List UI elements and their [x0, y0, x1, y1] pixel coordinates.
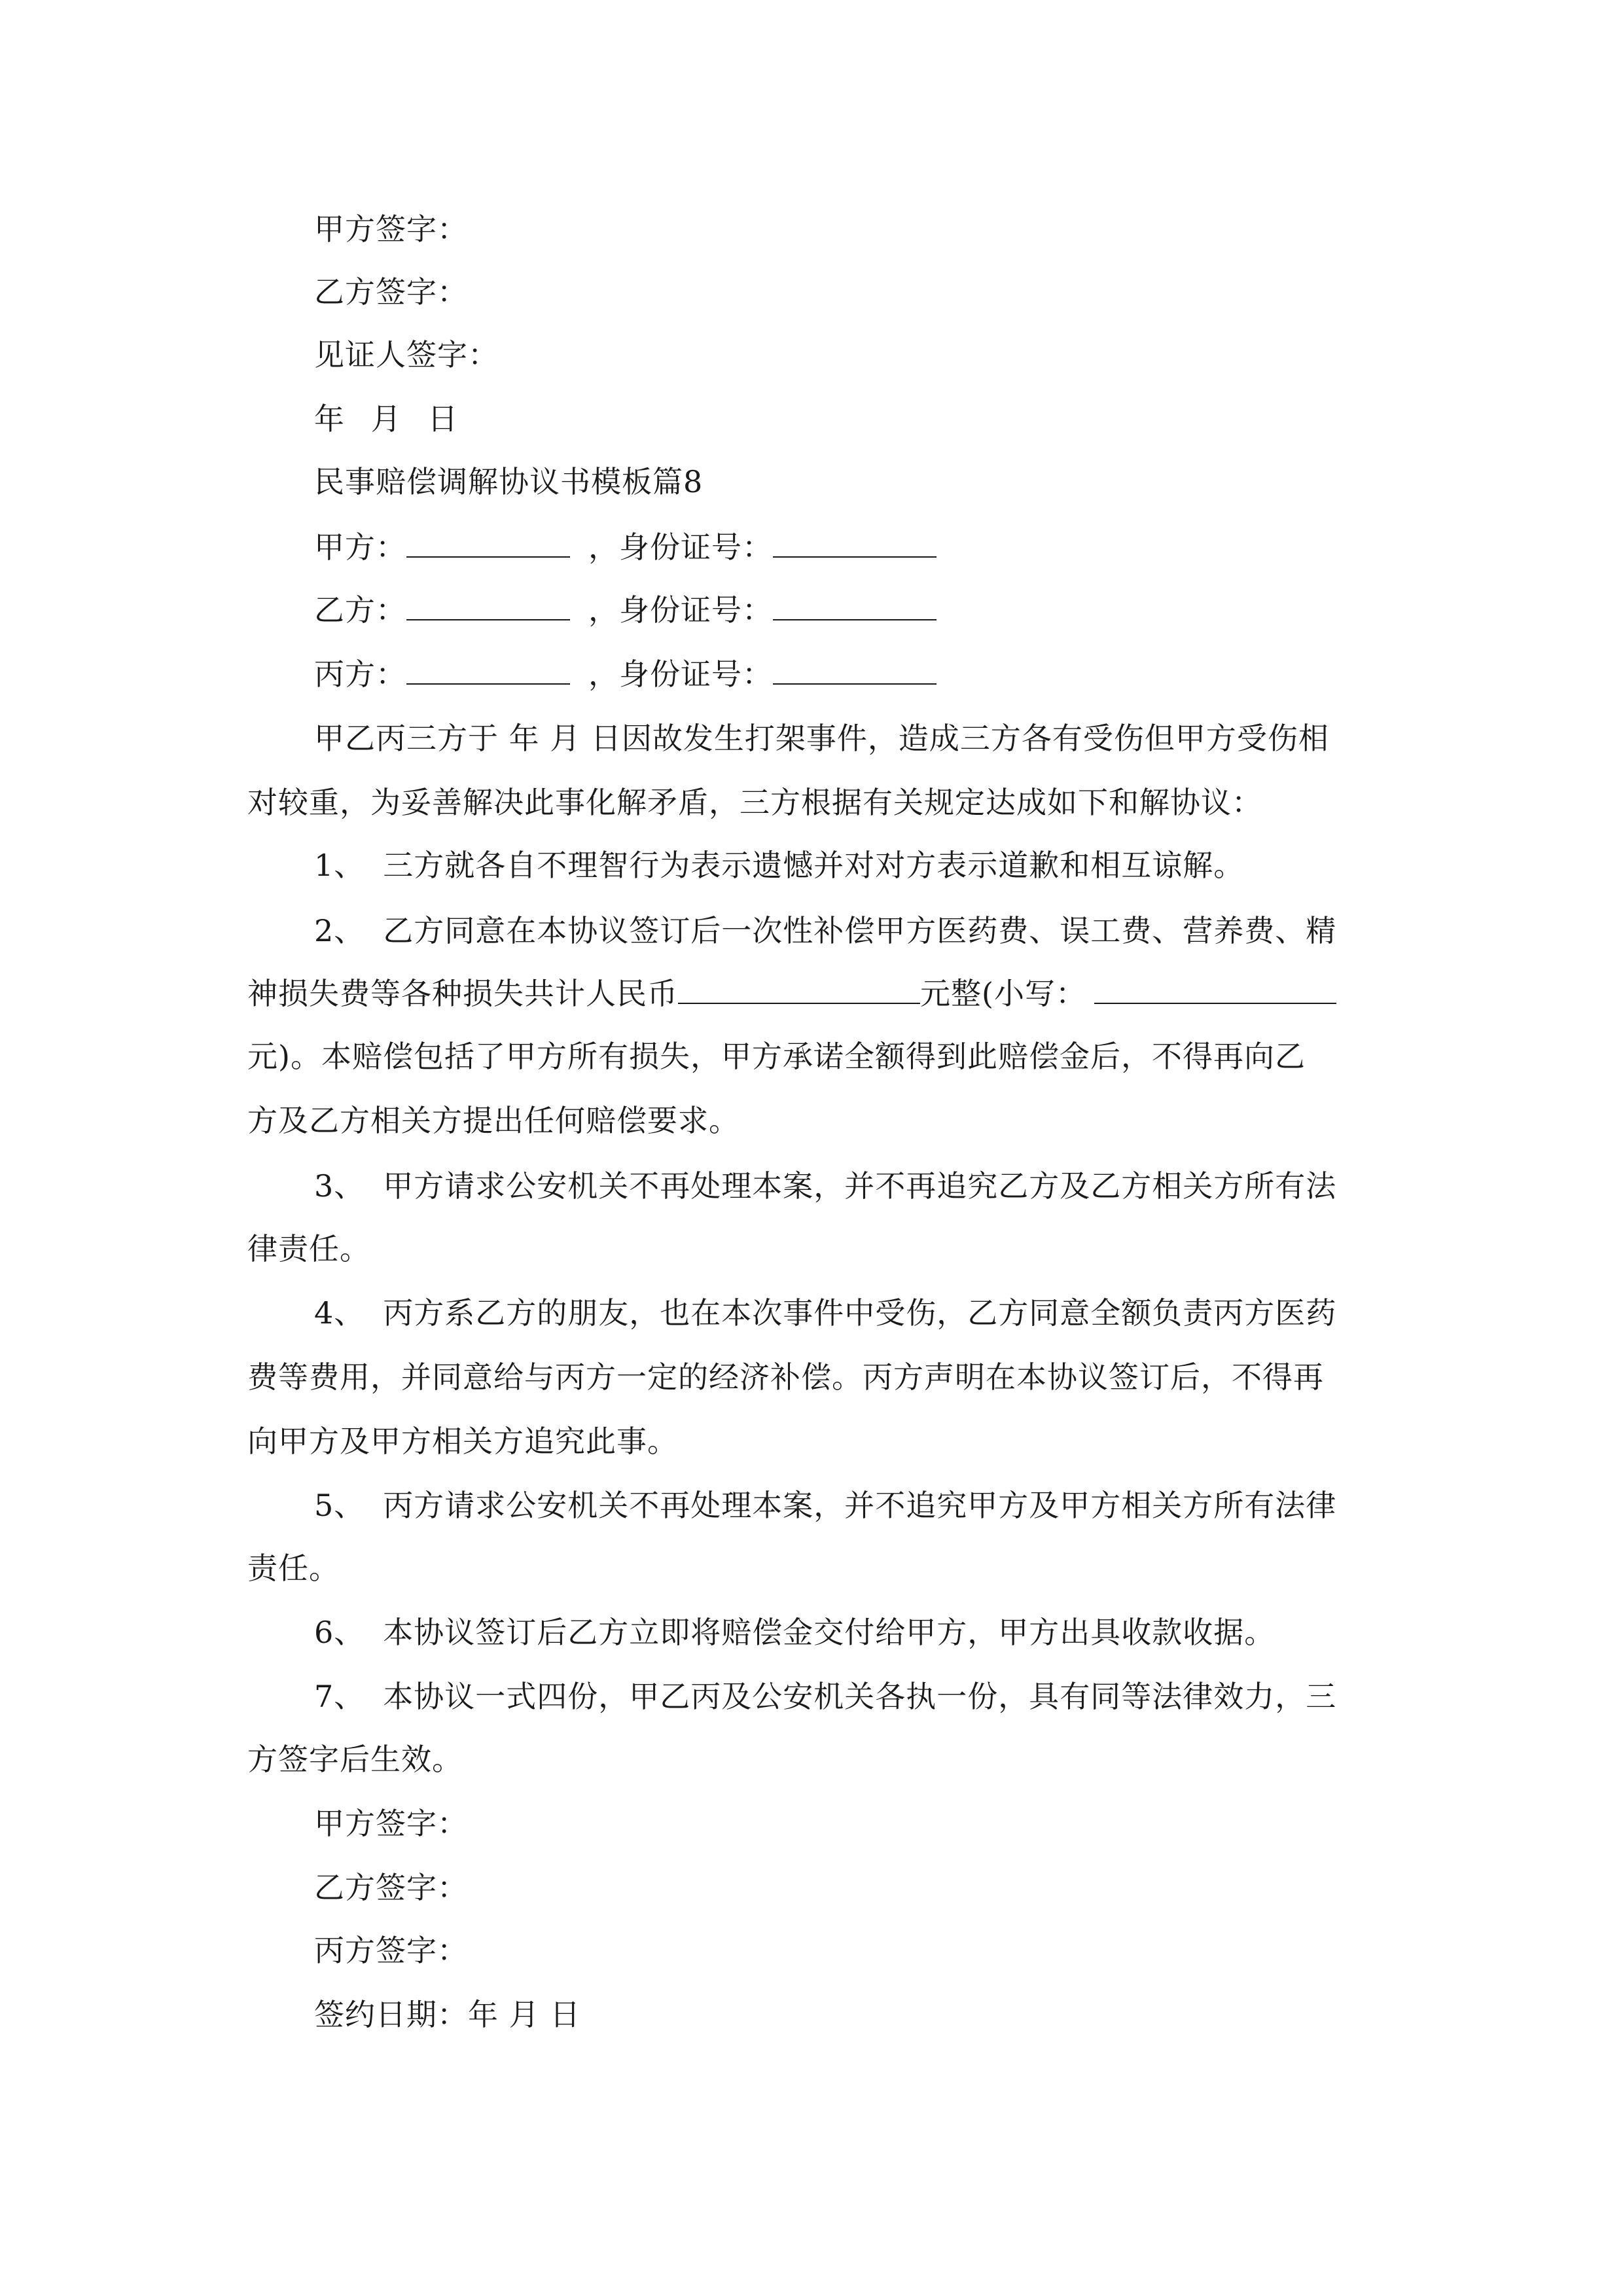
clause-2-number: 2、 [314, 913, 365, 948]
clause-4-text-1: 丙方系乙方的朋友，也在本次事件中受伤，乙方同意全额负责丙方医药 [383, 1295, 1337, 1331]
clause-4-line-2: 费等费用，并同意给与丙方一定的经济补偿。丙方声明在本协议签订后，不得再 [247, 1359, 1324, 1395]
party-a-signature: 甲方签字： [314, 211, 468, 247]
clause-7-text-1: 本协议一式四份，甲乙丙及公安机关各执一份，具有同等法律效力，三 [383, 1679, 1337, 1714]
bottom-party-a-signature: 甲方签字： [314, 1806, 468, 1841]
clause-2-line-1 [314, 911, 1336, 950]
clause-2-line-3: 元)。本赔偿包括了甲方所有损失，甲方承诺全额得到此赔偿金后，不得再向乙 [247, 1039, 1306, 1074]
clause-7-line-1 [314, 1677, 1336, 1716]
party-a-line [314, 528, 936, 567]
clause-3-line-2: 律责任。 [247, 1231, 370, 1266]
witness-signature: 见证人签字： [314, 337, 499, 372]
clause-1 [314, 846, 1244, 885]
clause-4-number: 4、 [314, 1295, 365, 1331]
clause-5-line-2: 责任。 [247, 1551, 340, 1586]
party-c-name-blank [406, 655, 570, 685]
party-c-id-label: ，身份证号： [588, 656, 773, 692]
party-b-label: 乙方： [314, 592, 406, 628]
intro-line-2: 对较重，为妥善解决此事化解矛盾，三方根据有关规定达成如下和解协议： [247, 785, 1262, 820]
clause-7-line-2: 方签字后生效。 [247, 1742, 463, 1777]
party-b-line [314, 590, 936, 630]
clause-1-number: 1、 [314, 848, 365, 883]
clause-7-number: 7、 [314, 1679, 365, 1714]
bottom-party-c-signature: 丙方签字： [314, 1933, 468, 1968]
clause-2-text-2a: 神损失费等各种损失共计人民币 [247, 976, 678, 1011]
party-c-line [314, 655, 936, 694]
clause-5-line-1 [314, 1486, 1336, 1525]
clause-6-text: 本协议签订后乙方立即将赔偿金交付给甲方，甲方出具收款收据。 [383, 1615, 1275, 1650]
clause-3-number: 3、 [314, 1168, 365, 1204]
party-a-label: 甲方： [314, 529, 406, 565]
signing-date: 签约日期：年 月 日 [314, 1997, 581, 2032]
party-b-signature: 乙方签字： [314, 274, 468, 310]
party-b-name-blank [406, 590, 570, 620]
clause-2-line-4: 方及乙方相关方提出任何赔偿要求。 [247, 1103, 740, 1138]
party-a-id-blank [773, 528, 936, 558]
clause-3-line-1 [314, 1166, 1336, 1206]
party-b-id-label: ，身份证号： [588, 592, 773, 628]
clause-6 [314, 1613, 1275, 1652]
clause-4-line-3: 向甲方及甲方相关方追究此事。 [247, 1424, 678, 1459]
party-b-id-blank [773, 590, 936, 620]
amount-lowercase-blank [1094, 974, 1336, 1004]
clause-2-line-2 [247, 974, 1336, 1013]
intro-line-1: 甲乙丙三方于 年 月 日因故发生打架事件，造成三方各有受伤但甲方受伤相 [314, 721, 1329, 756]
clause-1-text: 三方就各自不理智行为表示遗憾并对对方表示道歉和相互谅解。 [383, 848, 1245, 883]
clause-5-number: 5、 [314, 1488, 365, 1523]
party-c-id-blank [773, 655, 936, 685]
clause-4-line-1 [314, 1293, 1336, 1333]
clause-2-text-1: 乙方同意在本协议签订后一次性补偿甲方医药费、误工费、营养费、精 [383, 913, 1337, 948]
clause-2-text-2b: 元整(小写： [920, 976, 1086, 1011]
section-title: 民事赔偿调解协议书模板篇8 [314, 464, 704, 499]
clause-6-number: 6、 [314, 1615, 365, 1650]
party-c-label: 丙方： [314, 656, 406, 692]
party-a-id-label: ，身份证号： [588, 529, 773, 565]
signature-date: 年 月 日 [314, 401, 467, 437]
bottom-party-b-signature: 乙方签字： [314, 1870, 468, 1905]
party-a-name-blank [406, 528, 570, 558]
clause-5-text-1: 丙方请求公安机关不再处理本案，并不追究甲方及甲方相关方所有法律 [383, 1488, 1337, 1523]
amount-uppercase-blank [678, 974, 920, 1004]
clause-3-text-1: 甲方请求公安机关不再处理本案，并不再追究乙方及乙方相关方所有法 [383, 1168, 1337, 1204]
